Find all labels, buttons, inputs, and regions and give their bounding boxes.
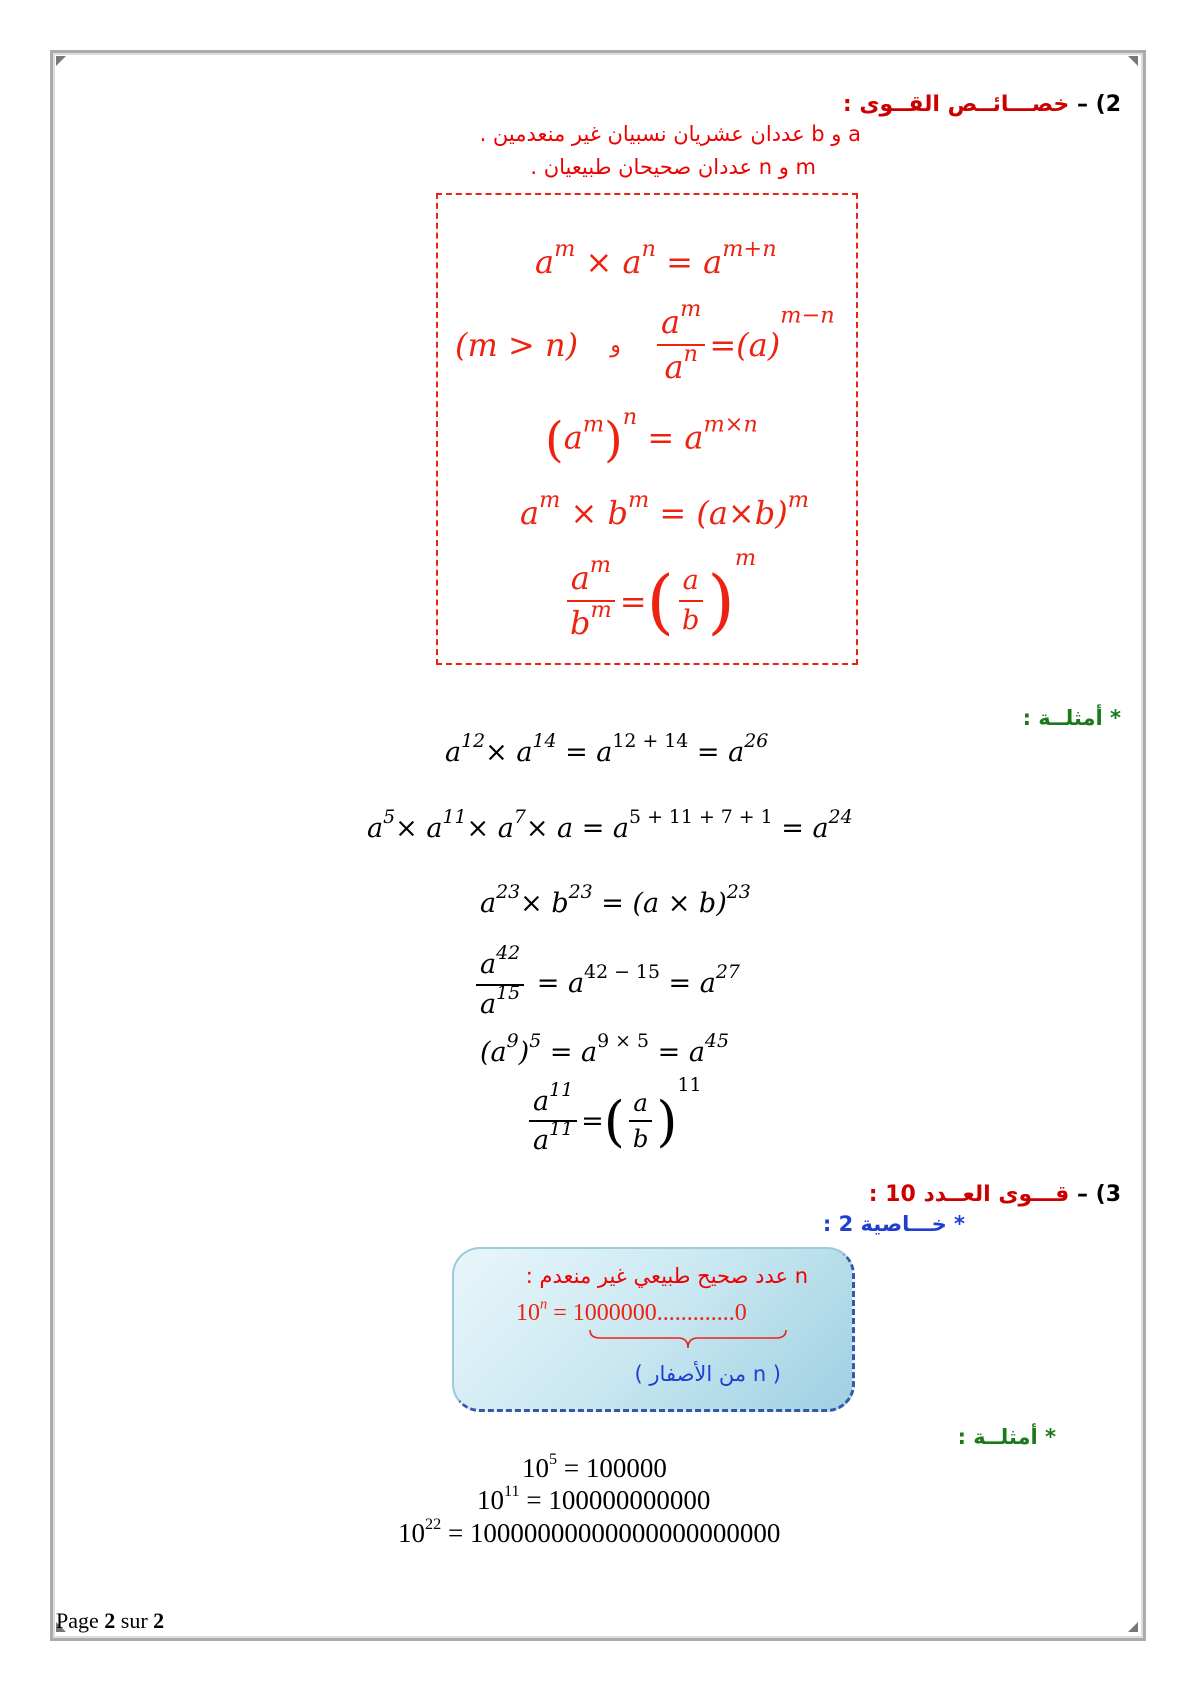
example-6: $\frac{a^{11}}{a^{11}}$ =( $\frac{a}{b}$ )$^{11}$ bbox=[525, 1085, 702, 1156]
section-number: 2) – bbox=[1076, 92, 1121, 117]
section-number: 3) – bbox=[1076, 1182, 1121, 1207]
formula-product-same-exp: $a^m \times b^m = (a\times b)^m$ bbox=[520, 487, 809, 532]
corner-mark bbox=[1128, 1622, 1138, 1632]
formula-quotient-same-exp: $\frac{a^m}{b^m}$ =( $\frac{a}{b}$ )$^m$ bbox=[562, 558, 756, 642]
section-2-heading bbox=[843, 92, 1121, 117]
section-title: قـــوى العــدد 10 : bbox=[868, 1182, 1070, 1207]
page-footer: Page 2 sur 2 bbox=[56, 1608, 165, 1633]
formula-quotient: (m > n) و $\frac{a^m}{a^n}$ $=(a)^{m-n}$ bbox=[455, 296, 835, 387]
example-3: $a^{23}\times b^{23} = (a \times b)^{23}$ bbox=[480, 880, 751, 919]
property-label: * خـــاصية 2 : bbox=[822, 1212, 965, 1236]
underbrace bbox=[588, 1328, 788, 1350]
section-title: خصـــائــص القــوى : bbox=[842, 92, 1070, 117]
formula-power-of-power: $(a^m)^n = a^{m\times n}$ bbox=[545, 403, 758, 468]
tenbox-note: ( n من الأصفار ) bbox=[634, 1362, 781, 1386]
tenbox-statement: n عدد صحيح طبيعي غير منعدم : bbox=[525, 1264, 808, 1288]
power-example-3: $10^{22} = 10000000000000000000000$ bbox=[398, 1515, 781, 1548]
power-example-2: $10^{11} = 100000000000$ bbox=[477, 1482, 711, 1515]
tenbox-formula: $10^n = 1000000.............0$ bbox=[516, 1296, 747, 1326]
example-1: $a^{12}\times a^{14} = a^{12 + 14} = a^{26}$ bbox=[445, 729, 769, 768]
corner-mark bbox=[56, 56, 66, 66]
example-2: $a^5\times a^{11}\times a^7\times a = a^{5 + 11 + 7 + 1} = a^{24}$ bbox=[367, 805, 853, 844]
corner-mark bbox=[1128, 56, 1138, 66]
example-5: $(a^9)^5 = a^{9 \times 5} = a^{45}$ bbox=[480, 1029, 729, 1068]
examples-label: * أمثلــة : bbox=[1022, 706, 1121, 730]
formula-product: $a^m \times a^n = a^{m+n}$ bbox=[535, 236, 777, 281]
definition-line-1: a و b عددان عشريان نسبيان غير منعدمين . bbox=[479, 122, 861, 146]
power-example-1: $10^5 = 100000$ bbox=[522, 1450, 667, 1483]
definition-line-2: m و n عددان صحيحان طبيعيان . bbox=[530, 155, 816, 179]
example-4: $\frac{a^{42}}{a^{15}}$ = $a^{42 - 15} = a^{27}$ bbox=[472, 950, 740, 1019]
section-3-heading bbox=[869, 1182, 1121, 1207]
examples-label-2: * أمثلــة : bbox=[957, 1425, 1056, 1449]
